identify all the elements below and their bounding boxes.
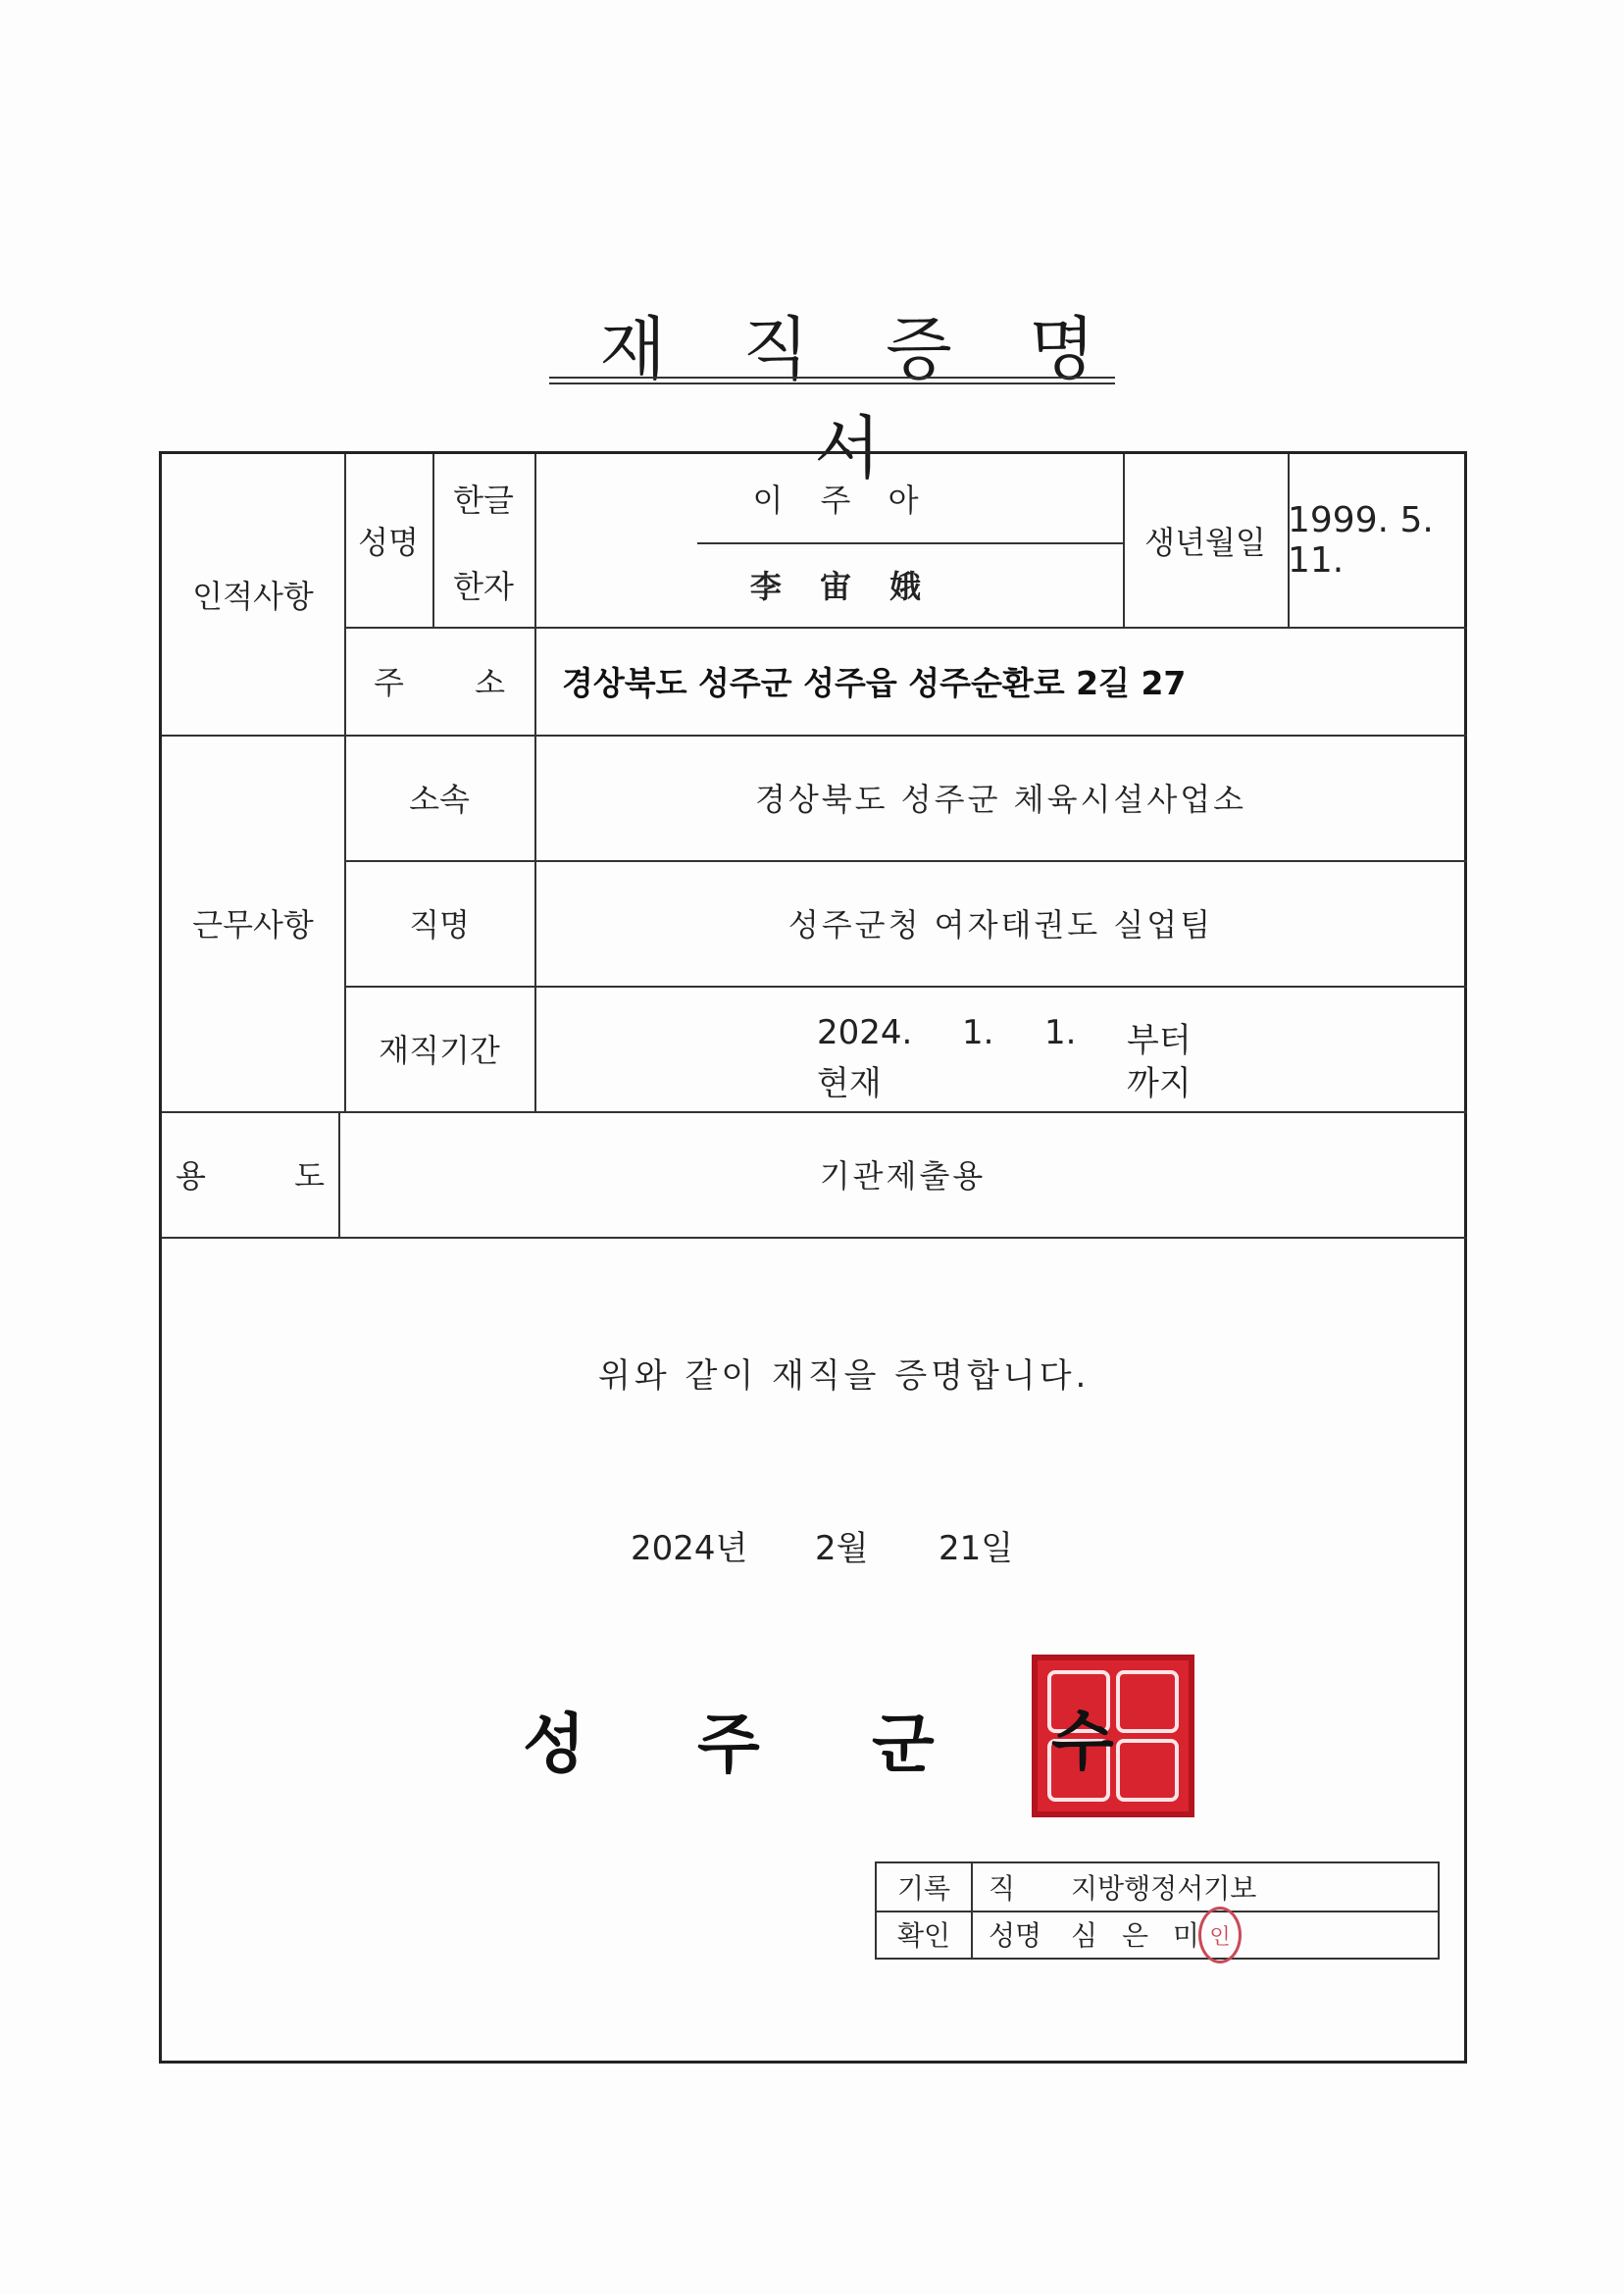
issuer-char: 주 bbox=[697, 1707, 760, 1782]
start-year: 2024. bbox=[817, 1013, 913, 1052]
name-hangul-value: 이 주 아 bbox=[752, 482, 933, 519]
name-hanja-value: 李 宙 娥 bbox=[749, 568, 936, 605]
purpose-label bbox=[162, 1111, 338, 1237]
officer-name-label: 성명 bbox=[989, 1919, 1042, 1952]
purpose-label-part: 도 bbox=[294, 1157, 325, 1195]
purpose-value: 기관제출용 bbox=[819, 1157, 987, 1195]
dept-value: 경상북도 성주군 체육시설사업소 bbox=[754, 781, 1247, 818]
issue-year: 2024년 bbox=[631, 1529, 748, 1568]
start-day: 1. bbox=[1044, 1013, 1077, 1052]
position-label: 직 bbox=[989, 1872, 1016, 1905]
address-label-part: 주 bbox=[374, 664, 404, 701]
confirm-label: 확인 bbox=[896, 1919, 951, 1952]
start-month: 1. bbox=[962, 1013, 994, 1052]
work-section-label: 근무사항 bbox=[192, 906, 314, 943]
period-label: 재직기간 bbox=[379, 1032, 500, 1069]
officer-seal: 인 bbox=[1198, 1907, 1242, 1963]
col-line bbox=[971, 1863, 973, 1958]
birth-label: 생년월일 bbox=[1144, 524, 1266, 561]
seal-glyph bbox=[1116, 1670, 1179, 1733]
document-title: 재 직 증 명 서 bbox=[599, 309, 1123, 488]
record-confirmation-box bbox=[875, 1861, 1440, 1960]
certification-statement: 위와 같이 재직을 증명합니다. bbox=[598, 1356, 1091, 1396]
title-underline bbox=[549, 377, 1115, 379]
issue-month: 2월 bbox=[815, 1529, 869, 1568]
name-label: 성명 bbox=[358, 524, 419, 561]
hanja-label: 한자 bbox=[453, 568, 514, 605]
officer-name-value: 심 은 미 bbox=[1071, 1919, 1207, 1952]
address-value: 경상북도 성주군 성주읍 성주순환로 2길 27 bbox=[562, 663, 1187, 702]
end-suffix: 까지 bbox=[1127, 1064, 1192, 1103]
record-label: 기록 bbox=[896, 1872, 951, 1905]
address-label bbox=[344, 627, 534, 735]
row-line bbox=[162, 1237, 1467, 1239]
purpose-label-part: 용 bbox=[176, 1157, 206, 1195]
birth-value: 1999. 5. 11. bbox=[1288, 500, 1434, 581]
personal-section-label: 인적사항 bbox=[192, 578, 314, 615]
start-suffix: 부터 bbox=[1127, 1021, 1192, 1060]
issue-day: 21일 bbox=[939, 1529, 1014, 1568]
position-value: 지방행정서기보 bbox=[1071, 1872, 1257, 1905]
title-underline-2 bbox=[549, 382, 1115, 384]
dept-label: 소속 bbox=[409, 781, 470, 818]
issuer-char: 수 bbox=[1051, 1704, 1114, 1779]
end-value: 현재 bbox=[817, 1064, 882, 1103]
issuer-char: 성 bbox=[523, 1707, 585, 1782]
seal-glyph bbox=[1116, 1739, 1179, 1802]
certificate-table bbox=[159, 451, 1467, 2064]
address-label-part: 소 bbox=[475, 664, 505, 701]
job-title-value: 성주군청 여자태권도 실업팀 bbox=[787, 906, 1214, 943]
hangul-label: 한글 bbox=[453, 482, 514, 519]
job-title-label: 직명 bbox=[409, 906, 470, 943]
issuer-char: 군 bbox=[872, 1707, 935, 1782]
